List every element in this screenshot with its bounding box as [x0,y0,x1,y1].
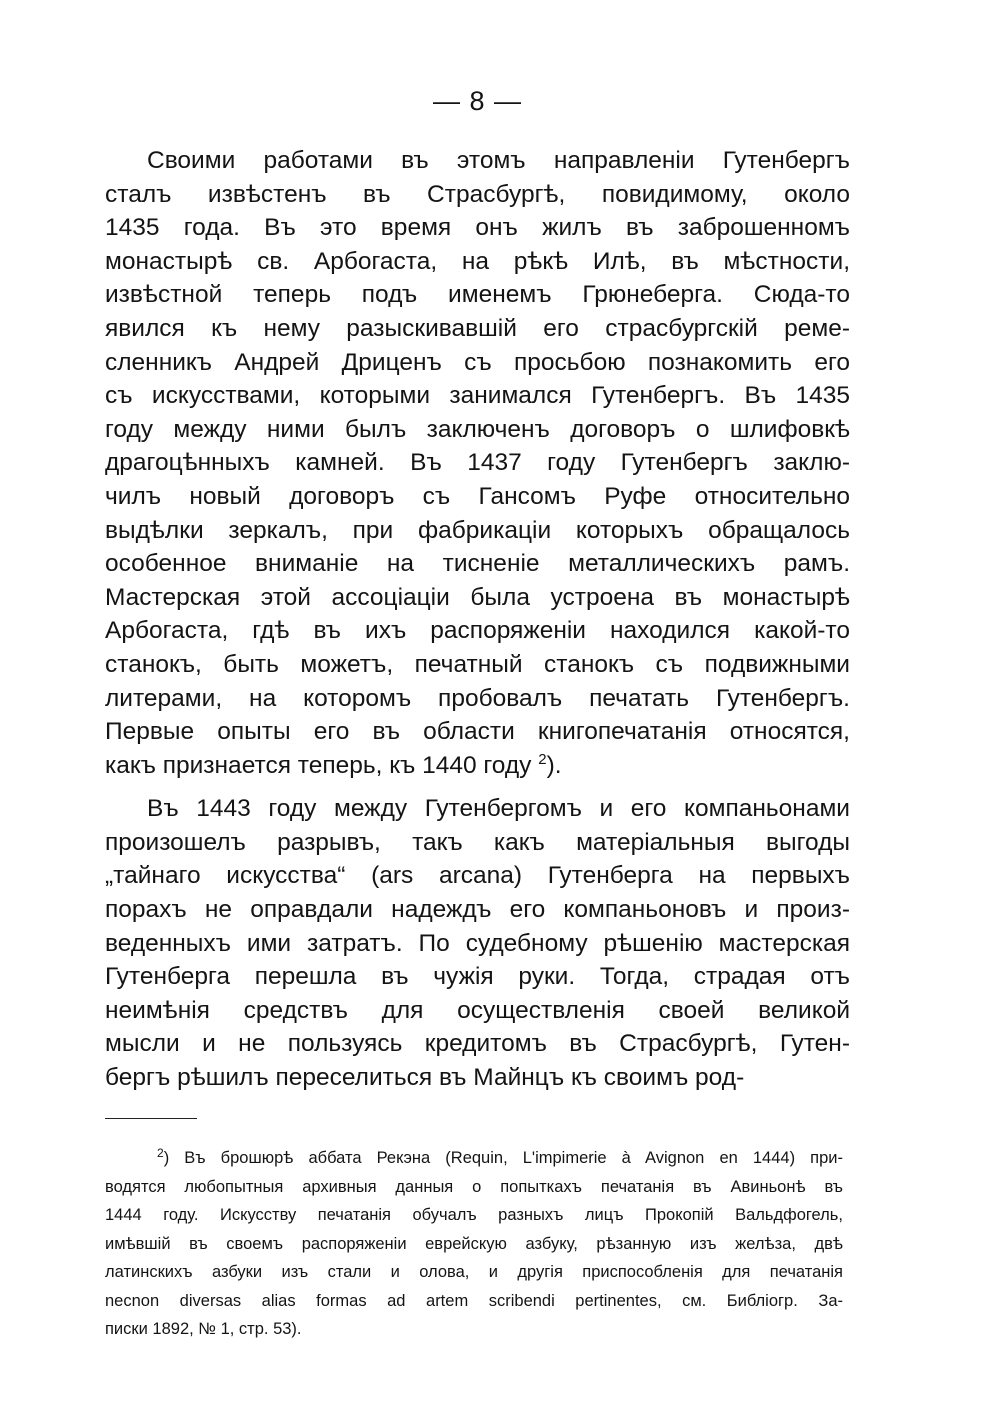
paragraph-1-last-line-tail: ). [546,751,562,779]
paragraph-1-line-16: станокъ, быть можетъ, печатный станокъ съ подвижными [105,650,850,678]
footnote-line-1-text: ) Въ брошюрѣ аббата Рекэна (Requin, L'impimerie à Avignon en 1444) при- [163,1149,843,1167]
paragraph-1-line-13: особенное вниманiе на тисненiе металлическихъ рамъ. [105,550,850,578]
paragraph-1-line-15: Арбогаста, гдѣ въ ихъ распоряженiи находился какой-то [105,617,850,645]
footnote-line-7: пиcки 1892, № 1, стр. 53). [105,1320,302,1338]
paragraph-1-line-2: сталъ извѣстенъ въ Страсбургѣ, повидимому, около [105,180,850,208]
paragraph-1-line-9: году между ними былъ заключенъ договоръ о шлифовкѣ [105,415,850,443]
paragraph-1-last-line-text: какъ признается теперь, къ 1440 году [105,751,532,779]
footnote-line-6: necnon diversas alias formas ad artem scribendi pertinentes, см. Библiогр. За- [105,1291,843,1310]
paragraph-2-line-1: Въ 1443 году между Гутенбергомъ и его компаньонами [147,795,850,823]
paragraph-1-line-12: выдѣлки зеркалъ, при фабрикацiи которыхъ обращалось [105,516,850,544]
paragraph-1-last-line [105,749,850,783]
footnote-divider [105,1118,197,1119]
footnote-line-4: имѣвшiй въ своемъ распоряженiи еврейскую азбуку, рѣзанную изъ желѣза, двѣ [105,1234,843,1253]
paragraph-1-line-3: 1435 года. Въ это время онъ жилъ въ заброшенномъ [105,214,850,242]
paragraph-1-line-1: Своими работами въ этомъ направленiи Гутенбергъ [147,147,850,174]
body-text [105,144,850,1095]
paragraph-1-line-8: съ искусствами, которыми занимался Гутенбергъ. Въ 1435 [105,382,850,410]
page-number: — 8 — [432,86,523,116]
paragraph-1-line-4: монастырѣ св. Арбогаста, на рѣкѣ Илѣ, въ мѣстности, [105,247,850,275]
paragraph-1-line-17: литерами, на которомъ пробовалъ печатать Гутенбергъ. [105,684,850,712]
paragraph-2-line-4: порахъ не оправдали надеждъ его компаньоновъ и произ- [105,896,850,924]
footnote-reference: 2 [538,750,547,768]
paragraph-1-line-11: чилъ новый договоръ съ Гансомъ Руфе относительно [105,482,850,510]
paragraph-1-line-14: Мастерская этой ассоцiацiи была устроена въ монастырѣ [105,583,850,611]
paragraph-2-line-2: произошелъ разрывъ, такъ какъ матерiальныя выгоды [105,828,850,856]
paragraph-gap [105,782,850,792]
paragraph-2-line-3: „тайнаго искусства“ (ars arcana) Гутенберга на первыхъ [105,862,850,890]
paragraph-2-line-5: веденныхъ ими затратъ. По судебному рѣшенiю мастерская [105,929,850,957]
paragraph-1-line-7: сленникъ Андрей Дриценъ съ просьбою познакомить его [105,348,850,376]
paragraph-1-line-10: драгоцѣнныхъ камней. Въ 1437 году Гутенбергъ заклю- [105,449,850,477]
paragraph-1-line-18: Первые опыты его въ области книгопечатанiя относятся, [105,718,850,746]
paragraph-2-line-6: Гутенберга перешла въ чужiя руки. Тогда, страдая отъ [105,963,850,991]
paragraph-2-line-7: неимѣнiя средствъ для осуществленiя своей великой [105,996,850,1024]
footnote-line-5: латинскихъ азбуки изъ стали и олова, и другiя приспособленiя для печатанiя [105,1263,843,1281]
footnote-marker: 2 [157,1146,164,1160]
footnote-line-1 [105,1144,843,1173]
paragraph-1-line-5: извѣстной теперь подъ именемъ Грюнеберга. Сюда-то [105,281,850,309]
footnote-line-2: водятся любопытныя архивныя данныя о попыткахъ печатанiя въ Авиньонѣ въ [105,1177,843,1196]
paragraph-2-line-8: мысли и не пользуясь кредитомъ въ Страсбургѣ, Гутен- [105,1030,850,1058]
footnote-line-3: 1444 году. Искусству печатанiя обучалъ разныхъ лицъ Прокопiй Вальдфогель, [105,1206,843,1224]
paragraph-1-line-6: явился къ нему разыскивавшiй его страсбургскiй реме- [105,314,850,342]
footnote [105,1144,843,1344]
paragraph-2-line-9: бергъ рѣшилъ переселиться въ Майнцъ къ своимъ род- [105,1064,745,1092]
